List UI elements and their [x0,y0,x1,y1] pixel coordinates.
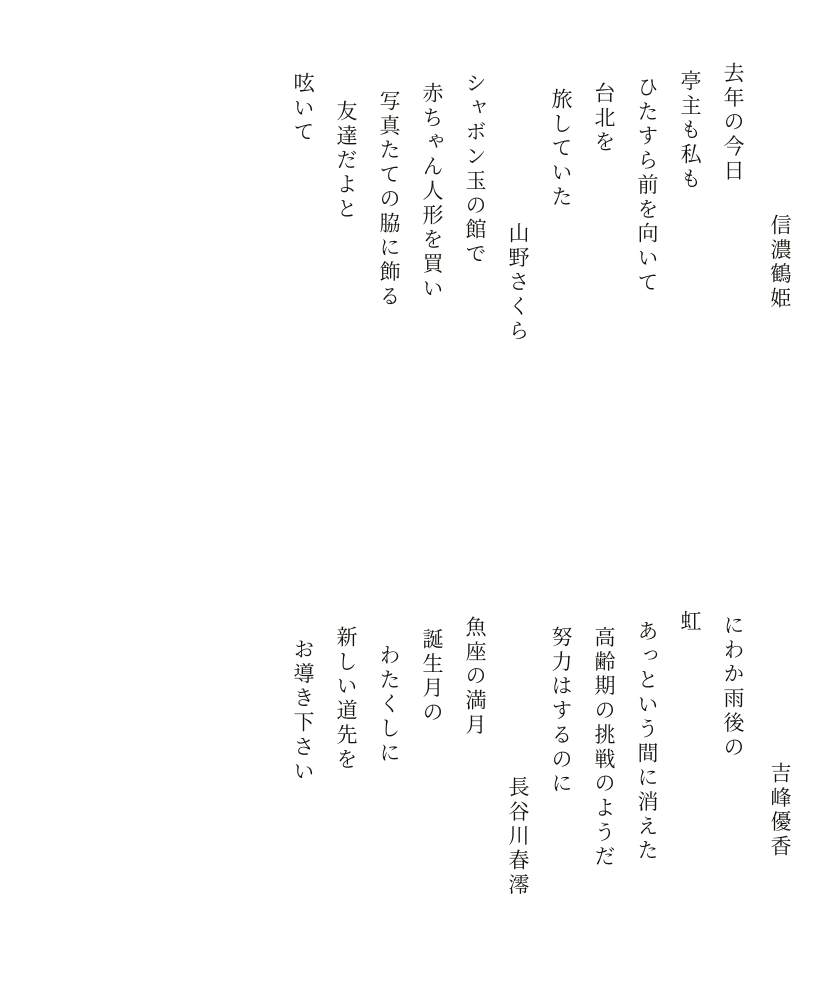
poem-1-author: 信濃鶴姫 [768,214,792,312]
poem-1-second-line-5: 呟いて [291,72,315,146]
poem-2-second-line-2: 誕生月の [420,628,444,726]
poem-1-second-line-1: シャボン玉の館で [463,72,487,267]
poem-block-2 [270,600,790,898]
poem-2-second-line-3: わたくしに [377,644,401,766]
poem-2-line-2: 虹 [678,610,702,635]
poem-1-second-author: 山野さくら [506,222,530,344]
poem-1-line-1: 去年の今日 [721,62,745,184]
poem-2-line-5: 努力はするのに [549,626,573,797]
poem-2-second-line-4: 新しい道先を [334,626,358,773]
poem-1-line-2: 亭主も私も [678,70,702,192]
poem-2-line-4: 高齢期の挑戦のようだ [592,626,616,870]
poem-2-second-line-1: 魚座の満月 [463,616,487,738]
poem-1-second-line-4: 友達だよと [334,100,358,222]
poem-block-1 [270,52,790,344]
poem-2-second-line-5: お導き下さい [291,638,315,785]
poem-1-second-line-3: 写真たての脇に飾る [377,90,401,310]
poem-1-line-3: ひたすら前を向いて [635,76,659,296]
poem-2-second-author: 長谷川春澪 [506,776,530,898]
poem-2-line-3: あっという間に消えた [635,620,659,864]
poem-2-line-1: にわか雨後の [721,614,745,761]
poem-1-line-5: 旅していた [549,88,573,210]
poem-1-line-4: 台北を [592,82,616,156]
poem-1-second-line-2: 赤ちゃん人形を買い [420,82,444,302]
poem-2-author: 吉峰優香 [768,762,792,860]
